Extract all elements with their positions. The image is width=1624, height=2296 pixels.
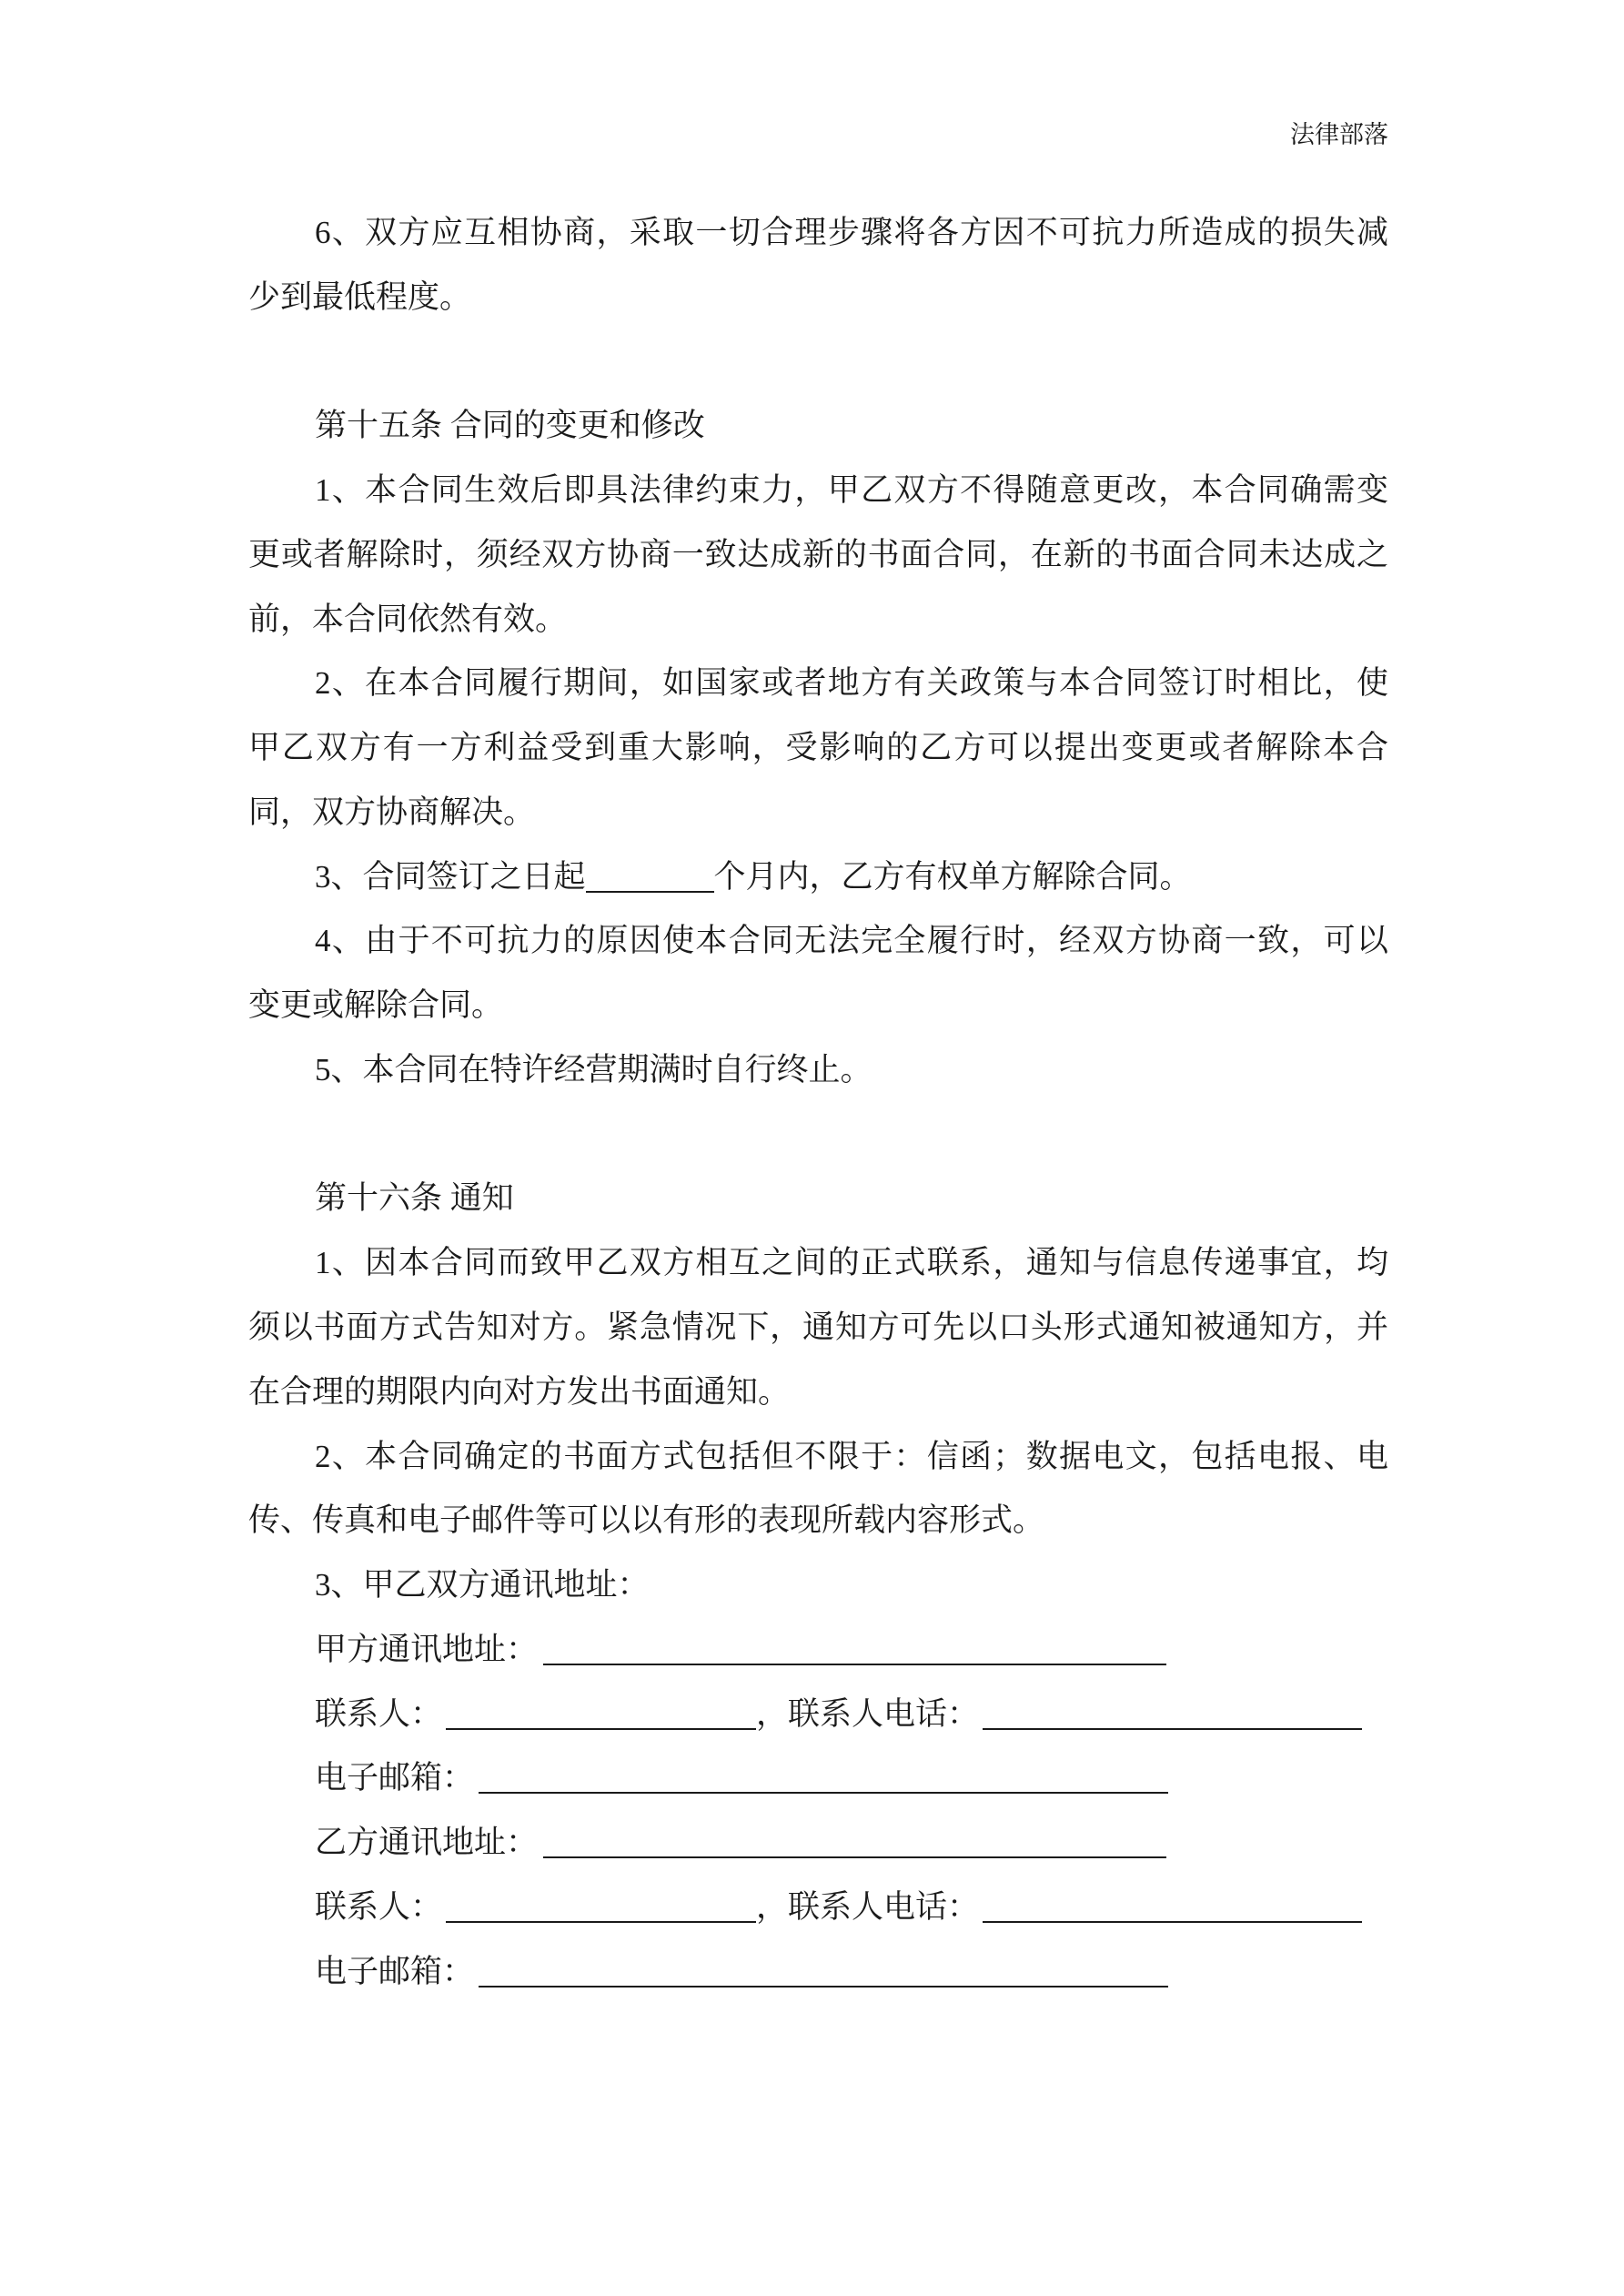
paragraph-line: 甲乙双方有一方利益受到重大影响，受影响的乙方可以提出变更或者解除本合 bbox=[248, 730, 1388, 765]
party-a-email-row bbox=[315, 1746, 1388, 1810]
paragraph-line: 须以书面方式告知对方。紧急情况下，通知方可先以口头形式通知被通知方，并 bbox=[248, 1310, 1388, 1345]
party-a-contact-label: 联系人： bbox=[315, 1696, 443, 1732]
paragraph-line: 6、双方应互相协商，采取一切合理步骤将各方因不可抗力所造成的损失减 bbox=[315, 215, 1388, 250]
party-b-contact-label: 联系人： bbox=[315, 1889, 443, 1925]
party-a-phone-label: 联系人电话： bbox=[788, 1696, 980, 1732]
party-a-contact-row bbox=[315, 1683, 1388, 1746]
party-b-email-field[interactable] bbox=[479, 1940, 1168, 1988]
party-a-address-field[interactable] bbox=[543, 1618, 1166, 1665]
section-heading: 第十五条 合同的变更和修改 bbox=[315, 408, 705, 443]
paragraph-line: 1、本合同生效后即具法律约束力，甲乙双方不得随意更改，本合同确需变 bbox=[315, 472, 1388, 508]
paragraph-line: 前，本合同依然有效。 bbox=[248, 602, 568, 637]
paragraph-line: 1、因本合同而致甲乙双方相互之间的正式联系，通知与信息传递事宜，均 bbox=[315, 1245, 1388, 1280]
item3-text-before: 3、合同签订之日起 bbox=[315, 859, 586, 895]
paragraph-line: 更或者解除时，须经双方协商一致达成新的书面合同，在新的书面合同未达成之 bbox=[248, 537, 1388, 572]
paragraph-line bbox=[315, 845, 1388, 909]
paragraph-line: 3、甲乙双方通讯地址： bbox=[315, 1567, 650, 1603]
months-blank-field[interactable] bbox=[586, 845, 714, 893]
separator: ， bbox=[756, 1696, 789, 1732]
party-b-address-label: 乙方通讯地址： bbox=[315, 1825, 539, 1860]
party-a-email-field[interactable] bbox=[479, 1746, 1168, 1794]
party-b-address-row bbox=[315, 1811, 1388, 1875]
party-b-phone-field[interactable] bbox=[983, 1876, 1362, 1923]
party-b-email-row bbox=[315, 1940, 1388, 2004]
paragraph-line: 同，双方协商解决。 bbox=[248, 794, 536, 830]
party-a-phone-field[interactable] bbox=[983, 1683, 1362, 1730]
paragraph-line: 4、由于不可抗力的原因使本合同无法完全履行时，经双方协商一致，可以 bbox=[315, 923, 1388, 958]
party-b-email-label: 电子邮箱： bbox=[315, 1954, 475, 1989]
party-a-contact-field[interactable] bbox=[446, 1683, 756, 1730]
party-b-contact-field[interactable] bbox=[446, 1876, 756, 1923]
paragraph-line: 5、本合同在特许经营期满时自行终止。 bbox=[315, 1052, 873, 1087]
paragraph-line: 在合理的期限内向对方发出书面通知。 bbox=[248, 1374, 791, 1410]
party-b-phone-label: 联系人电话： bbox=[788, 1889, 980, 1925]
section-heading: 第十六条 通知 bbox=[315, 1180, 514, 1216]
item3-text-after: 个月内，乙方有权单方解除合同。 bbox=[713, 859, 1192, 895]
header-brand: 法律部落 bbox=[1290, 121, 1388, 148]
party-b-address-field[interactable] bbox=[543, 1811, 1166, 1858]
paragraph-line: 传、传真和电子邮件等可以以有形的表现所载内容形式。 bbox=[248, 1502, 1045, 1538]
paragraph-line: 2、在本合同履行期间，如国家或者地方有关政策与本合同签订时相比，使 bbox=[315, 665, 1388, 701]
party-b-contact-row bbox=[315, 1876, 1388, 1939]
party-a-email-label: 电子邮箱： bbox=[315, 1760, 475, 1795]
separator: ， bbox=[756, 1889, 789, 1925]
paragraph-line: 2、本合同确定的书面方式包括但不限于：信函；数据电文，包括电报、电 bbox=[315, 1439, 1388, 1474]
party-a-address-row bbox=[315, 1618, 1388, 1682]
paragraph-line: 变更或解除合同。 bbox=[248, 987, 504, 1023]
paragraph-line: 少到最低程度。 bbox=[248, 279, 472, 315]
party-a-address-label: 甲方通讯地址： bbox=[315, 1632, 539, 1667]
